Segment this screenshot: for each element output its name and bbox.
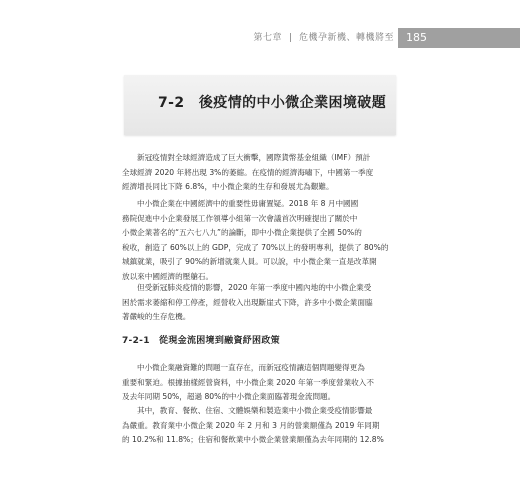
text-line: 困於需求萎縮和停工停產，經營收入出現斷崖式下降，許多中小微企業面臨 [122, 297, 373, 307]
text-line: 小微企業著名的“五六七八九”的論斷，即中小微企業提供了全國 50%的 [122, 228, 362, 237]
text-line: 新冠疫情對全球經濟造成了巨大衝擊，國際貨幣基金組織（IMF）預計 [137, 153, 371, 162]
text-line: 中小微企業在中國經濟中的重要性毋庸置疑。2018 年 8 月中國國 [137, 199, 359, 208]
header-divider [290, 33, 291, 42]
running-header [0, 28, 520, 48]
chapter-label: 第七章 [253, 33, 282, 43]
text-line: 經濟增長同比下降 6.8%，中小微企業的生存和發展尤為艱難。 [122, 182, 334, 191]
section-banner [124, 75, 396, 135]
paragraph [122, 404, 400, 448]
subsection-title: 7-2-1 從現金流困境到融資紓困政策 [122, 336, 280, 346]
text-line: 全球經濟 2020 年將出現 3%的萎縮。在疫情的經濟海嘯下，中國第一季度 [122, 167, 374, 177]
paragraph [122, 361, 400, 405]
running-header-text [253, 30, 394, 43]
text-line: 務院促進中小企業發展工作領導小組第一次會議首次明確提出了關於中 [122, 213, 358, 223]
page-number-tab [398, 28, 520, 48]
text-line: 城鎮就業，吸引了 90%的新增就業人員。可以說，中小微企業一直是改革開 [122, 257, 377, 266]
paragraph [122, 197, 400, 284]
text-line: 著嚴峻的生存危機。 [122, 312, 191, 321]
page-number: 185 [406, 31, 427, 44]
text-line: 稅收，創造了 60%以上的 GDP，完成了 70%以上的發明專利，提供了 80%的 [122, 242, 389, 252]
paragraph [122, 151, 400, 195]
text-line: 其中，教育、餐飲、住宿、文體娛樂和製造業中小微企業受疫情影響最 [137, 406, 373, 415]
text-line: 及去年同期 50%，超過 80%的中小微企業面臨著現金流問題。 [122, 392, 336, 401]
text-line: 但受新冠肺炎疫情的影響，2020 年第一季度中國內地的中小微企業受 [137, 283, 372, 292]
text-line: 放以來中國經濟的壓艙石。 [122, 271, 214, 281]
text-line: 的 10.2%和 11.8%；住宿和餐飲業中小微企業營業額僅為去年同期的 12.8% [122, 435, 384, 444]
text-line: 中小微企業融資難的問題一直存在，而新冠疫情讓這個問題變得更為 [137, 363, 365, 372]
text-line: 重要和緊迫。根據抽樣經營資料，中小微企業 2020 年第一季度營業收入不 [122, 377, 374, 387]
section-title: 7-2 後疫情的中小微企業困境破題 [158, 95, 387, 111]
chapter-title: 危機孕新機、轉機將至 [298, 33, 394, 43]
paragraph [122, 281, 400, 325]
text-line: 為嚴重。教育業中小微企業 2020 年 2 月和 3 月的營業額僅為 2019 年同期 [122, 420, 380, 430]
